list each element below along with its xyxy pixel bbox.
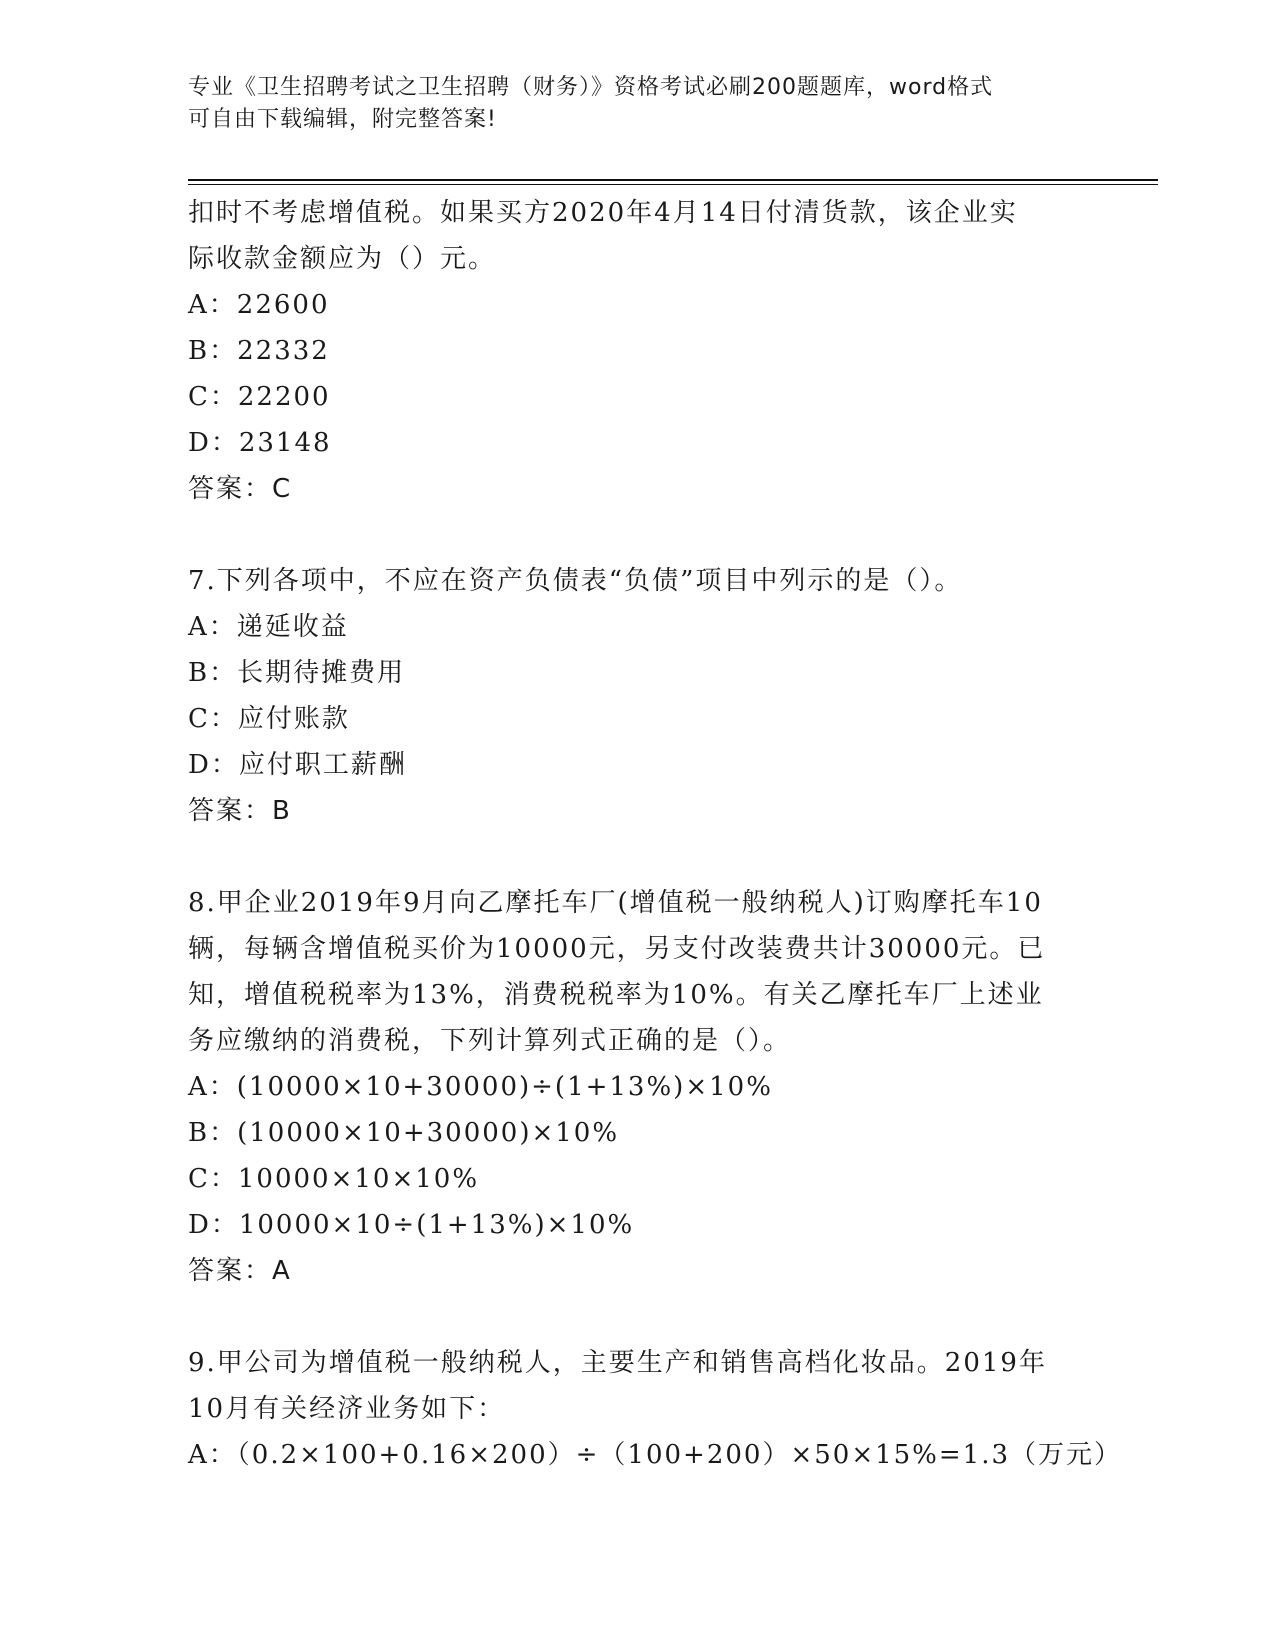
question-7	[188, 558, 1088, 834]
header-divider-thin	[188, 184, 1158, 185]
option-d: D：23148	[188, 428, 332, 458]
question-stem-line: 际收款金额应为（）元。	[188, 244, 497, 274]
question-6-continued	[188, 190, 1088, 512]
header-divider-thick	[188, 179, 1158, 181]
answer: 答案：C	[188, 474, 293, 504]
option-d: D：应付职工薪酬	[188, 750, 407, 780]
question-8	[188, 880, 1088, 1294]
option-d: D：10000×10÷(1+13%)×10%	[188, 1210, 635, 1240]
option-b: B：(10000×10+30000)×10%	[188, 1118, 620, 1148]
option-b: B：长期待摊费用	[188, 658, 406, 688]
question-stem-line: 务应缴纳的消费税，下列计算列式正确的是（）。	[188, 1026, 792, 1056]
question-9	[188, 1340, 1123, 1478]
option-a: A：（0.2×100+0.16×200）÷（100+200）×50×15%=1.3（万元）	[188, 1440, 1123, 1470]
spacer	[188, 512, 1088, 558]
question-stem-line: 8.甲企业2019年9月向乙摩托车厂(增值税一般纳税人)订购摩托车10	[188, 888, 1043, 918]
spacer	[188, 834, 1088, 880]
option-c: C：10000×10×10%	[188, 1164, 480, 1194]
question-stem-line: 7.下列各项中，不应在资产负债表“负债”项目中列示的是（）。	[188, 566, 963, 596]
question-stem-line: 10月有关经济业务如下：	[188, 1394, 506, 1424]
option-c: C：应付账款	[188, 704, 350, 734]
header-title-line-1: 专业《卫生招聘考试之卫生招聘（财务）》资格考试必刷200题题库，word格式	[188, 75, 994, 100]
option-c: C：22200	[188, 382, 331, 412]
option-b: B：22332	[188, 336, 330, 366]
spacer	[188, 1294, 1088, 1340]
document-body	[188, 190, 1123, 1478]
option-a: A：递延收益	[188, 612, 349, 642]
header-title-line-2: 可自由下载编辑，附完整答案!	[188, 107, 497, 132]
question-stem-line: 辆，每辆含增值税买价为10000元，另支付改装费共计30000元。已	[188, 934, 1046, 964]
question-stem-line: 扣时不考虑增值税。如果买方2020年4月14日付清货款，该企业实	[188, 198, 1018, 228]
question-stem-line: 9.甲公司为增值税一般纳税人，主要生产和销售高档化妆品。2019年	[188, 1348, 1047, 1378]
question-stem-line: 知，增值税税率为13%，消费税税率为10%。有关乙摩托车厂上述业	[188, 980, 1044, 1010]
document-header	[188, 72, 1068, 136]
option-a: A：(10000×10+30000)÷(1+13%)×10%	[188, 1072, 773, 1102]
option-a: A：22600	[188, 290, 330, 320]
answer: 答案：A	[188, 1256, 292, 1286]
answer: 答案：B	[188, 796, 292, 826]
